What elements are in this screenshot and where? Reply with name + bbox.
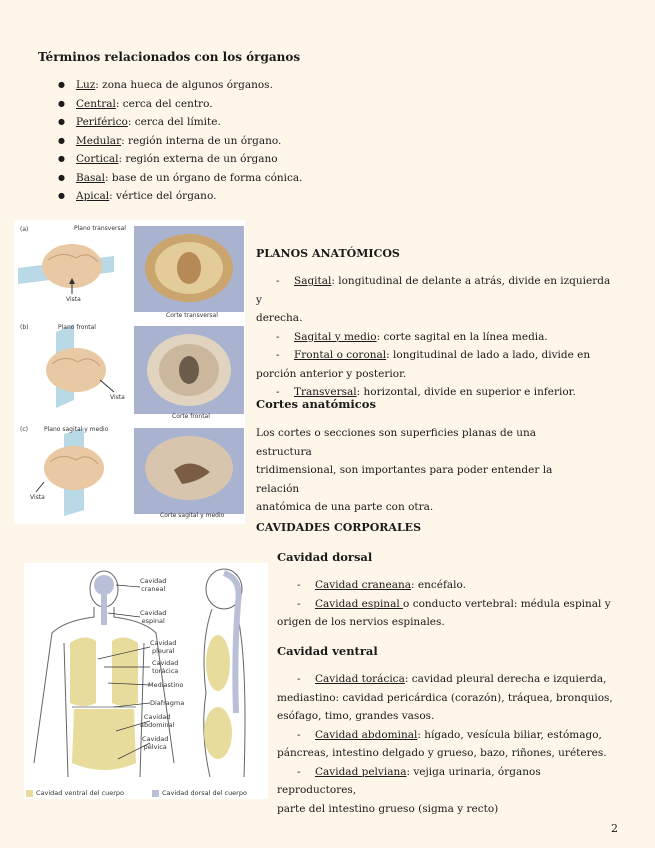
list-item: ● Cortical: región externa de un órgano	[58, 150, 338, 169]
abdominal-label: Cavidad abdominal	[140, 713, 175, 729]
list-item-continuation: derecha.	[256, 312, 303, 324]
ventral-title: Cavidad ventral	[277, 644, 378, 658]
list-item-continuation: mediastino: cavidad pericárdica (corazón), tráquea, bronquios,	[277, 691, 613, 704]
brain-planes-figure	[14, 220, 245, 524]
panel-a-tag: (a)	[20, 226, 29, 233]
list-item: - Transversal: horizontal, divide en superior e inferior.	[276, 386, 576, 398]
view-label-c: Vista	[30, 494, 45, 501]
list-item: ● Basal: base de un órgano de forma cónica.	[58, 169, 338, 188]
ventral-list	[277, 670, 622, 818]
planes-title: PLANOS ANATÓMICOS	[256, 247, 400, 260]
body-illustration	[24, 563, 268, 799]
terms-title: Términos relacionados con los órganos	[38, 50, 301, 64]
list-item: ● Luz: zona hueca de algunos órganos.	[58, 76, 338, 95]
dorsal-list	[277, 576, 622, 632]
spinal-cavity-shape	[101, 595, 107, 625]
legend-ventral: Cavidad ventral del cuerpo	[26, 789, 124, 797]
pleural-label: Cavidad pleural	[150, 639, 177, 655]
list-item: - Sagital: longitudinal de delante a atrás, divide en izquierda y	[256, 275, 611, 306]
list-item-continuation: origen de los nervios espinales.	[277, 616, 445, 628]
list-item: ● Central: cerca del centro.	[58, 95, 338, 114]
brain-c	[44, 446, 104, 490]
panel-c-tag: (c)	[20, 426, 28, 433]
list-item: ● Apical: vértice del órgano.	[58, 187, 338, 206]
list-item: ● Medular: región interna de un órgano.	[58, 132, 338, 151]
brain-illustration	[14, 220, 245, 524]
thoracic-side	[206, 635, 230, 691]
list-item-continuation: páncreas, intestino delgado y grueso, bazo, riñones, uréteres.	[277, 747, 607, 759]
page-number: 2	[611, 822, 618, 835]
list-item: - Cavidad torácica: cavidad pleural derecha e izquierda,	[297, 673, 607, 685]
body-cavities-figure	[24, 563, 268, 799]
panel-b-tag: (b)	[20, 324, 29, 331]
list-item-continuation: esófago, timo, grandes vasos.	[277, 710, 435, 722]
list-item: - Cavidad abdominal: hígado, vesícula biliar, estómago,	[297, 728, 602, 741]
view-label-b: Vista	[110, 394, 125, 401]
transverse-caption: Corte transversal	[166, 312, 218, 319]
sagittal-plane-label: Plano sagital y medio	[44, 426, 109, 433]
list-item: - Frontal o coronal: longitudinal de lado a lado, divide en	[276, 349, 591, 361]
cranial-label: Cavidad craneal	[140, 577, 167, 593]
list-item: ● Periférico: cerca del límite.	[58, 113, 338, 132]
frontal-plane-label: Plano frontal	[58, 324, 96, 331]
sagittal-caption: Corte sagital y medio	[160, 512, 225, 519]
abdominal-cavity-shape	[72, 709, 136, 770]
pelvic-label: Cavidad pélvica	[142, 735, 169, 751]
transverse-plane-label: Plano transversal	[74, 225, 126, 232]
ventral-swatch	[26, 790, 33, 797]
list-item-continuation: porción anterior y posterior.	[256, 367, 407, 380]
abdominal-side	[204, 707, 232, 759]
cuts-paragraph: Los cortes o secciones son superficies planas de una estructura tridimensional, son importantes para poder entender la relación anatómica de una parte con otra.	[256, 427, 553, 513]
spinal-label: Cavidad espinal	[140, 609, 167, 625]
right-pleural-shape	[112, 637, 138, 706]
cavities-title: CAVIDADES CORPORALES	[256, 521, 422, 534]
dorsal-swatch	[152, 790, 159, 797]
brain-b	[46, 348, 106, 392]
terms-list	[58, 76, 338, 206]
frontal-caption: Corte frontal	[172, 413, 210, 420]
mediastinum-label: Mediastino	[148, 681, 184, 689]
view-label-a: Vista	[66, 296, 81, 303]
cranial-cavity-shape	[94, 575, 114, 595]
list-item: - Cavidad craneana: encéfalo.	[297, 579, 466, 591]
list-item: - Cavidad espinal o conducto vertebral: médula espinal y	[297, 597, 611, 610]
legend-dorsal: Cavidad dorsal del cuerpo	[152, 789, 247, 797]
list-item: - Cavidad pelviana: vejiga urinaria, órganos reproductores,	[277, 765, 541, 796]
planes-list	[256, 272, 616, 402]
list-item-continuation: parte del intestino grueso (sigma y recto)	[277, 802, 499, 815]
list-item: - Sagital y medio: corte sagital en la línea media.	[276, 330, 548, 343]
thoracic-label: Cavidad torácica	[152, 659, 179, 675]
cuts-title: Cortes anatómicos	[256, 397, 376, 411]
left-pleural-shape	[70, 637, 96, 706]
diaphragm-label: Diafragma	[150, 699, 185, 707]
dorsal-title: Cavidad dorsal	[277, 550, 373, 564]
